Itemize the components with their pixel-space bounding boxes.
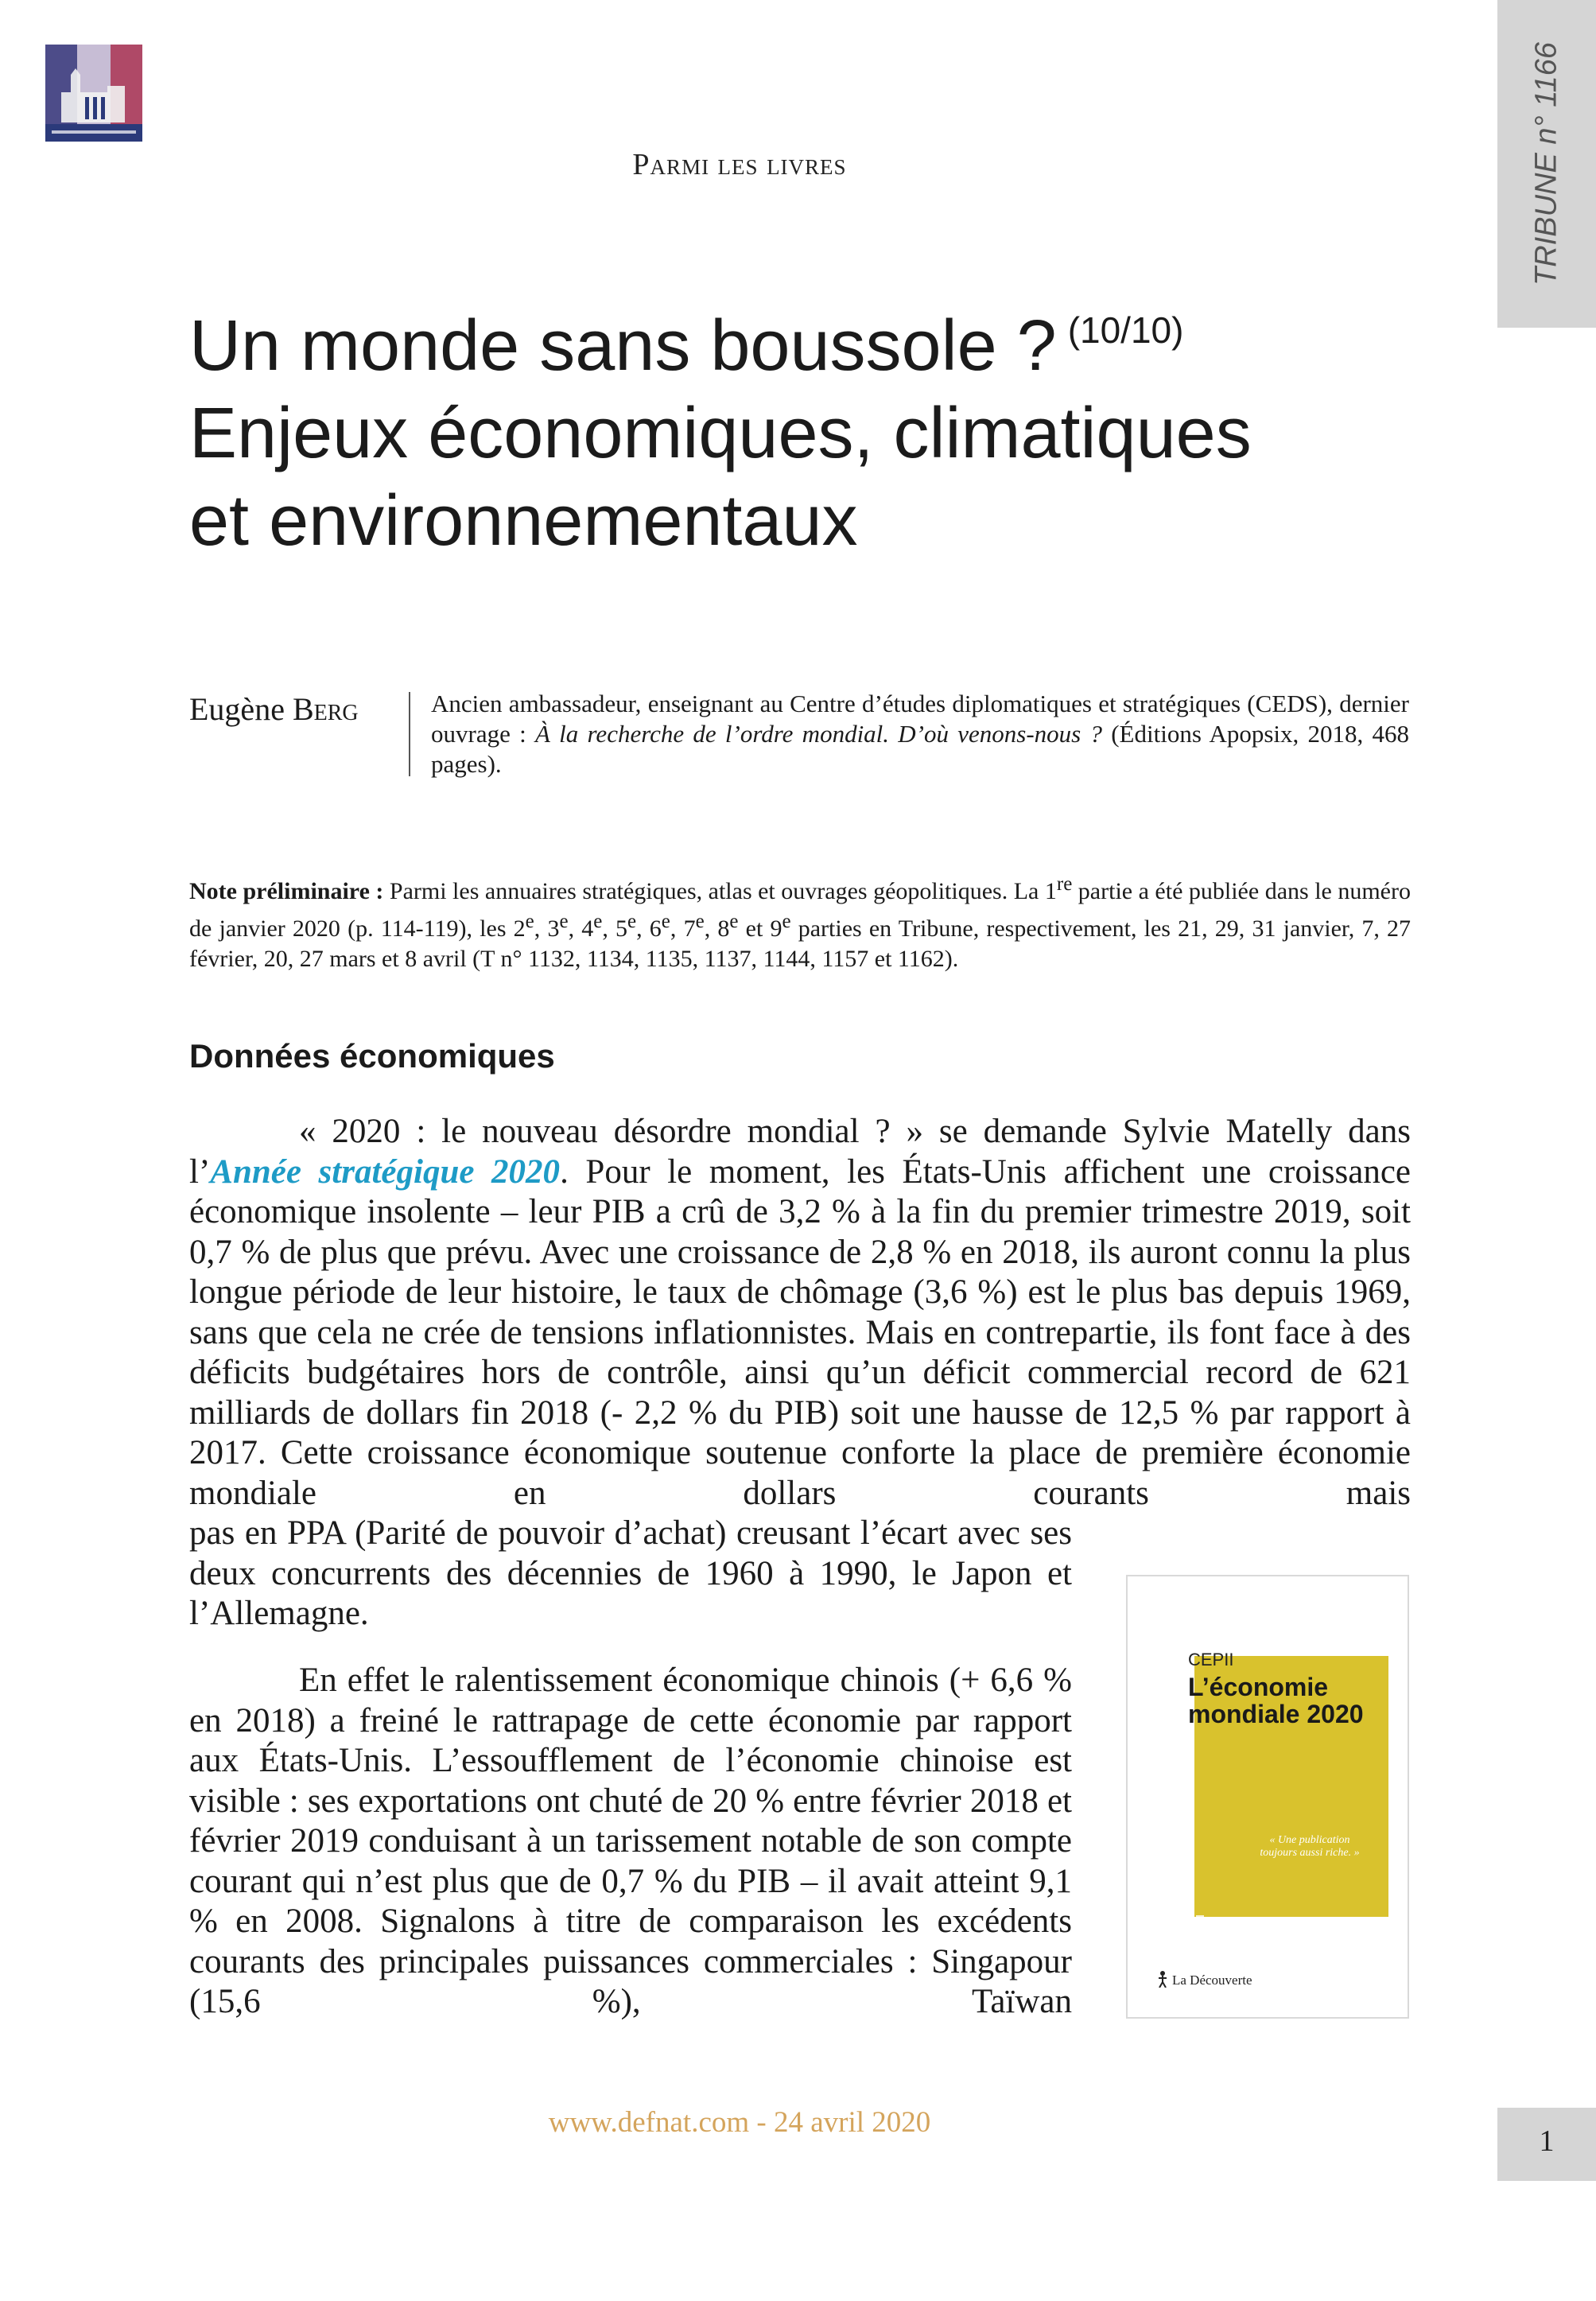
- note-sup: e: [729, 911, 739, 932]
- tribune-number: TRIBUNE n° 1166: [1529, 42, 1563, 286]
- author-divider: [409, 692, 410, 776]
- note-sup: e: [593, 911, 603, 932]
- cover-publisher-bottom: [1158, 1970, 1252, 1988]
- paragraph-text: . Pour le moment, les États-Unis affichent une croissance économique insolente – leur PIB a crû de 3,2 % à la fin du premier trimestre 2019, soit 0,7 % de plus que prévu. Avec une croissance de 2,8 % en 2018, ils auront connu la plus longue période de leur histoire, le taux de chômage (3,6 %) est le plus bas depuis 1969, sans que cela ne crée de tensions inflationnistes. Mais en contrepartie, ils font face à des déficits budgétaires hors de contrôle, ainsi qu’un déficit commercial record de 621 milliards de dollars fin 2018 (- 2,2 % du PIB) soit une hausse de 12,5 % par rapport à 2017. Cette croissance économique soutenue conforte la place de première économie mondiale en dollars courants mais: [189, 1152, 1412, 1512]
- cover-title: [1188, 1673, 1364, 1728]
- cover-dots-icon: [1194, 1914, 1206, 1945]
- publisher-logo-icon: [1158, 1970, 1167, 1988]
- cover-publisher-top: CEPII: [1188, 1650, 1234, 1669]
- side-tab: [1497, 0, 1596, 328]
- body-paragraph-1: [189, 1112, 1411, 1514]
- book-link[interactable]: Année stratégique 2020: [210, 1152, 561, 1191]
- note-label: Note préliminaire :: [189, 878, 384, 904]
- cover-title-line-2: mondiale 2020: [1188, 1700, 1364, 1728]
- page-number-tab: [1497, 2108, 1596, 2181]
- cover-publisher-name: La Découverte: [1172, 1973, 1252, 1988]
- title-line-1: [189, 286, 1414, 390]
- author-last-name: Berg: [292, 691, 359, 727]
- author-name: [189, 690, 359, 728]
- author-bio: [431, 689, 1409, 779]
- note-sup: e: [559, 911, 569, 932]
- logo-emblem-icon: [45, 45, 142, 142]
- page-number: 1: [1539, 2124, 1555, 2158]
- title-main: Un monde sans boussole ?: [189, 306, 1057, 386]
- body-paragraph-1-continued: pas en PPA (Parité de pouvoir d’achat) creusant l’écart avec ses deux concurrents des décennies de 1960 à 1990, le Japon et l’Allemagne.: [189, 1514, 1072, 1632]
- cover-title-line-1: L’économie: [1188, 1673, 1329, 1701]
- note-sup: re: [1056, 873, 1073, 895]
- defnat-logo: [45, 45, 142, 142]
- cover-inner: [1139, 1588, 1396, 2006]
- note-sup: e: [627, 911, 637, 932]
- title-line-3: et environnementaux: [189, 481, 858, 561]
- footer-site-date[interactable]: www.defnat.com - 24 avril 2020: [548, 2106, 931, 2139]
- paragraph-text: « 2020 : le nouveau désordre mondial ? » se demande Sylvie Matelly dans l’: [189, 1113, 1411, 1191]
- author-bio-text-end: (Éditions Apopsix, 2018, 468 pages).: [431, 720, 1410, 778]
- preliminary-note: Note préliminaire : Parmi les annuaires stratégiques, atlas et ouvrages géopolitiques. La 1re partie a été publiée dans le numéro de janvier 2020 (p. 114-119), les 2e, 3e, 4e, 5e, 6e, 7e, 8e et 9e parties en Tribune, respectivement, les 21, 29, 31 janvier, 7, 27 février, 20, 27 mars et 8 avril (T n° 1132, 1134, 1135, 1137, 1144, 1157 et 1162).: [189, 873, 1412, 972]
- note-text: Parmi les annuaires stratégiques, atlas et ouvrages géopolitiques. La 1: [383, 878, 1057, 904]
- author-book-title: À la recherche de l’ordre mondial. D’où venons-nous ?: [534, 720, 1102, 748]
- title-line-2: Enjeux économiques, climatiques: [189, 394, 1252, 473]
- note-sup: e: [695, 911, 705, 932]
- running-head: Parmi les livres: [632, 148, 847, 181]
- note-text: partie a été publiée dans le numéro de janvier 2020 (p. 114-119), les 2: [189, 878, 1411, 942]
- note-text: et 9: [738, 915, 782, 942]
- note-sup: e: [661, 911, 670, 932]
- body-paragraph-2: En effet le ralentissement économique chinois (+ 6,6 % en 2018) a freiné le rattrapage de cette économie par rapport aux États-Unis. L’essoufflement de l’économie chinoise est visible : ses exportations ont chuté de 20 % entre février 2018 et février 2019 conduisant à un tarissement notable de son compte courant qui n’est plus que de 0,7 % du PIB – il avait atteint 9,1 % en 2008. Signalons à titre de comparaison les excédents courants des principales puissances commerciales : Singapour (15,6 %), Taïwan: [189, 1662, 1072, 2020]
- cover-quote: « Une publication toujours aussi riche. »: [1260, 1834, 1360, 1859]
- author-bio-text: Ancien ambassadeur, enseignant au Centre d’études diplomatiques et stratégiques (CEDS), dernier ouvrage :: [431, 690, 1409, 748]
- section-heading: Données économiques: [189, 1037, 555, 1075]
- author-first-name: Eugène: [189, 691, 285, 727]
- note-sup: e: [525, 911, 534, 932]
- note-sup: e: [782, 911, 791, 932]
- title-part-number: (10/10): [1067, 309, 1184, 351]
- page-title: [189, 286, 1414, 565]
- note-text: parties en Tribune, respectivement, les 21, 29, 31 janvier, 7, 27 février, 20, 27 mars et 8 avril (T n° 1132, 1134, 1135, 1137, 1144, 1157 et 1162).: [189, 915, 1412, 972]
- book-cover-image: [1126, 1575, 1409, 2019]
